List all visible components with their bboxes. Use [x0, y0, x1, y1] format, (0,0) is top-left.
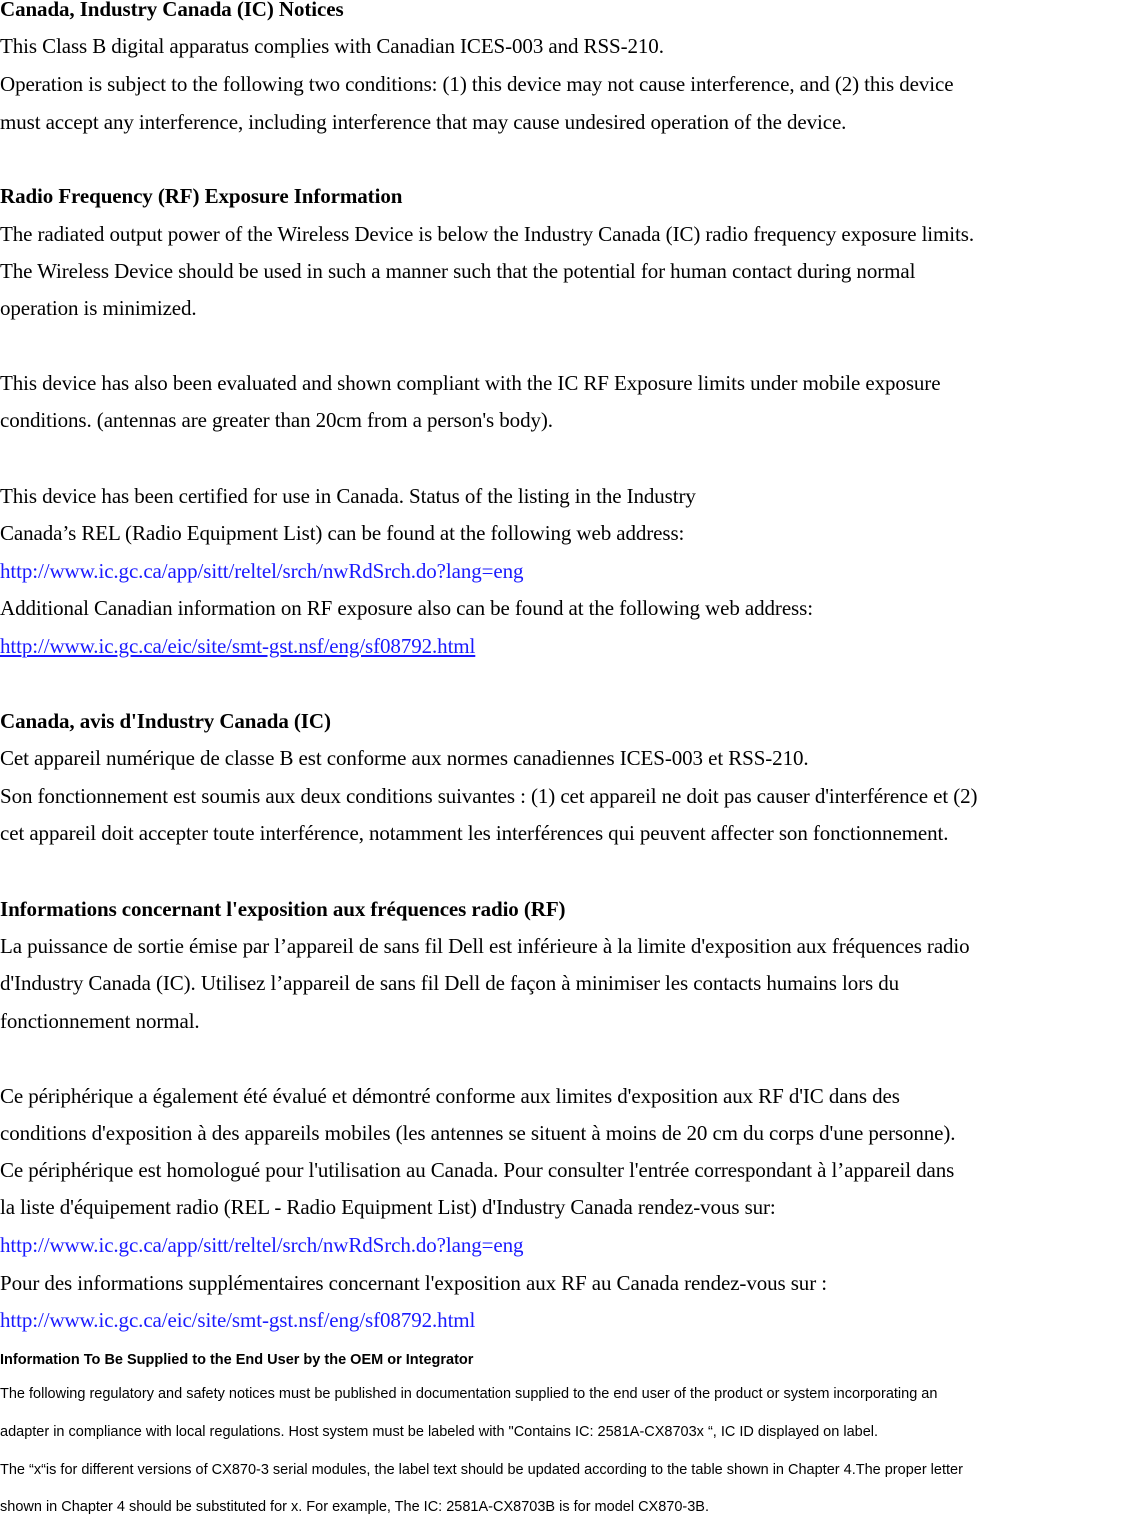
text-line: This device has been certified for use in Canada. Status of the listing in the Industry	[0, 484, 696, 508]
text-line: The “x“is for different versions of CX870-3 serial modules, the label text should be updated according to the table shown in Chapter 4.The proper letter	[0, 1462, 963, 1478]
text-line: This Class B digital apparatus complies with Canadian ICES-003 and RSS-210.	[0, 34, 664, 58]
text-line: The Wireless Device should be used in such a manner such that the potential for human contact during normal	[0, 259, 916, 283]
text-line: conditions. (antennas are greater than 20cm from a person's body).	[0, 408, 553, 432]
text-line: conditions d'exposition à des appareils mobiles (les antennes se situent à moins de 20 cm du corps d'une personne).	[0, 1121, 956, 1145]
rf-info-link[interactable]: http://www.ic.gc.ca/eic/site/smt-gst.nsf/eng/sf08792.html	[0, 634, 476, 658]
text-line: Additional Canadian information on RF exposure also can be found at the following web address:	[0, 596, 813, 620]
heading-exposition-rf: Informations concernant l'exposition aux fréquences radio (RF)	[0, 897, 566, 921]
text-line: operation is minimized.	[0, 296, 197, 320]
text-line: must accept any interference, including interference that may cause undesired operation of the device.	[0, 110, 847, 134]
text-line: Ce périphérique a également été évalué et démontré conforme aux limites d'exposition aux RF d'IC dans des	[0, 1084, 900, 1108]
text-line: cet appareil doit accepter toute interférence, notamment les interférences qui peuvent affecter son fonctionnement.	[0, 821, 949, 845]
text-line: Ce périphérique est homologué pour l'utilisation au Canada. Pour consulter l'entrée correspondant à l’appareil dans	[0, 1158, 955, 1182]
text-line: Cet appareil numérique de classe B est conforme aux normes canadiennes ICES-003 et RSS-210.	[0, 746, 809, 770]
text-line: This device has also been evaluated and shown compliant with the IC RF Exposure limits under mobile exposure	[0, 371, 941, 395]
rel-link-fr[interactable]: http://www.ic.gc.ca/app/sitt/reltel/srch/nwRdSrch.do?lang=eng	[0, 1233, 524, 1257]
rf-info-link-fr[interactable]: http://www.ic.gc.ca/eic/site/smt-gst.nsf/eng/sf08792.html	[0, 1308, 476, 1332]
heading-avis-ic: Canada, avis d'Industry Canada (IC)	[0, 709, 331, 733]
text-line: shown in Chapter 4 should be substituted for x. For example, The IC: 2581A-CX8703B is for model CX870-3B.	[0, 1499, 709, 1515]
text-line: Pour des informations supplémentaires concernant l'exposition aux RF au Canada rendez-vous sur :	[0, 1271, 827, 1295]
text-line: Son fonctionnement est soumis aux deux conditions suivantes : (1) cet appareil ne doit pas causer d'interférence et (2)	[0, 784, 978, 808]
text-line: The radiated output power of the Wireless Device is below the Industry Canada (IC) radio frequency exposure limits.	[0, 222, 974, 246]
rel-link[interactable]: http://www.ic.gc.ca/app/sitt/reltel/srch/nwRdSrch.do?lang=eng	[0, 559, 524, 583]
text-line: The following regulatory and safety notices must be published in documentation supplied to the end user of the product or system incorporating an	[0, 1386, 938, 1402]
text-line: Operation is subject to the following two conditions: (1) this device may not cause interference, and (2) this device	[0, 72, 954, 96]
heading-oem-info: Information To Be Supplied to the End User by the OEM or Integrator	[0, 1352, 474, 1368]
heading-rf-exposure: Radio Frequency (RF) Exposure Information	[0, 184, 403, 208]
text-line: La puissance de sortie émise par l’appareil de sans fil Dell est inférieure à la limite d'exposition aux fréquences radio	[0, 934, 970, 958]
text-line: Canada’s REL (Radio Equipment List) can be found at the following web address:	[0, 521, 685, 545]
text-line: la liste d'équipement radio (REL - Radio Equipment List) d'Industry Canada rendez-vous sur:	[0, 1195, 776, 1219]
text-line: fonctionnement normal.	[0, 1009, 200, 1033]
text-line: adapter in compliance with local regulations. Host system must be labeled with "Contains IC: 2581A-CX8703x “, IC ID displayed on label.	[0, 1424, 879, 1440]
text-line: d'Industry Canada (IC). Utilisez l’appareil de sans fil Dell de façon à minimiser les contacts humains lors du	[0, 971, 900, 995]
heading-ic-notices: Canada, Industry Canada (IC) Notices	[0, 0, 344, 21]
